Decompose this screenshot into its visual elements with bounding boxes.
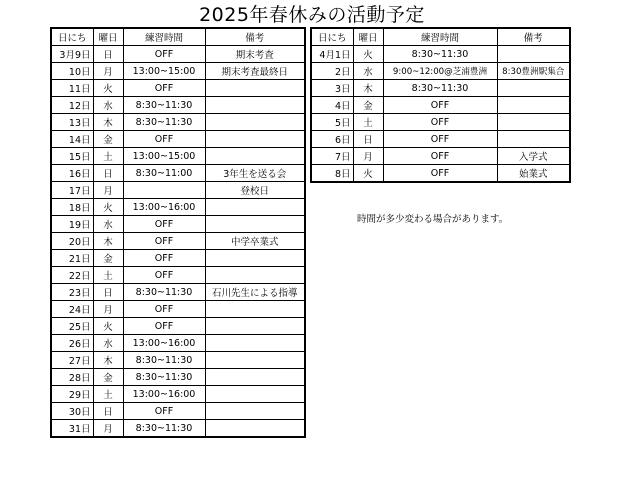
day-cell: 火 <box>93 318 123 335</box>
date-cell: 24日 <box>51 301 93 318</box>
note-cell <box>497 131 570 148</box>
day-cell: 日 <box>353 131 383 148</box>
practice-time-cell: OFF <box>123 318 205 335</box>
day-cell: 日 <box>93 165 123 182</box>
note-cell <box>497 46 570 63</box>
practice-time-cell: OFF <box>123 216 205 233</box>
table-row <box>51 420 305 438</box>
day-cell: 火 <box>353 165 383 183</box>
footnote: 時間が多少変わる場合があります。 <box>357 214 509 225</box>
day-cell: 月 <box>93 301 123 318</box>
note-cell <box>205 250 305 267</box>
april-rows <box>311 46 570 183</box>
table-row <box>51 131 305 148</box>
day-cell: 水 <box>93 216 123 233</box>
note-cell: 3年生を送る会 <box>205 165 305 182</box>
note-cell <box>205 267 305 284</box>
table-header-row <box>51 28 305 46</box>
practice-time-cell: OFF <box>123 46 205 63</box>
practice-time-cell: 9:00~12:00@芝浦豊洲 <box>383 63 497 80</box>
table-row <box>51 318 305 335</box>
practice-time-cell: OFF <box>123 233 205 250</box>
note-cell <box>205 386 305 403</box>
table-row <box>51 165 305 182</box>
header-note: 備考 <box>497 28 570 46</box>
note-cell <box>205 369 305 386</box>
table-row <box>51 250 305 267</box>
practice-time-cell: 13:00~15:00 <box>123 148 205 165</box>
header-date: 日にち <box>51 28 93 46</box>
note-cell: 入学式 <box>497 148 570 165</box>
date-cell: 18日 <box>51 199 93 216</box>
march-rows <box>51 46 305 438</box>
practice-time-cell: 13:00~16:00 <box>123 199 205 216</box>
header-practice-time: 練習時間 <box>383 28 497 46</box>
day-cell: 土 <box>353 114 383 131</box>
table-row <box>51 216 305 233</box>
practice-time-cell: 8:30~11:30 <box>123 352 205 369</box>
practice-time-cell <box>123 182 205 199</box>
table-row <box>311 148 570 165</box>
note-cell <box>205 114 305 131</box>
practice-time-cell: 8:30~11:30 <box>383 46 497 63</box>
note-cell <box>205 318 305 335</box>
table-row <box>51 386 305 403</box>
date-cell: 20日 <box>51 233 93 250</box>
day-cell: 土 <box>93 148 123 165</box>
date-cell: 19日 <box>51 216 93 233</box>
day-cell: 月 <box>353 148 383 165</box>
practice-time-cell: OFF <box>123 131 205 148</box>
table-row <box>51 301 305 318</box>
date-cell: 22日 <box>51 267 93 284</box>
table-row <box>51 284 305 301</box>
table-row <box>51 80 305 97</box>
date-cell: 13日 <box>51 114 93 131</box>
day-cell: 月 <box>93 420 123 438</box>
header-note: 備考 <box>205 28 305 46</box>
day-cell: 木 <box>353 80 383 97</box>
date-cell: 7日 <box>311 148 353 165</box>
date-cell: 26日 <box>51 335 93 352</box>
practice-time-cell: 8:30~11:30 <box>123 369 205 386</box>
note-cell <box>205 335 305 352</box>
note-cell: 期末考査 <box>205 46 305 63</box>
day-cell: 水 <box>93 335 123 352</box>
note-cell: 石川先生による指導 <box>205 284 305 301</box>
table-row <box>51 114 305 131</box>
date-cell: 3日 <box>311 80 353 97</box>
table-header-row <box>311 28 570 46</box>
day-cell: 日 <box>93 403 123 420</box>
practice-time-cell: OFF <box>123 250 205 267</box>
table-row <box>51 97 305 114</box>
note-cell <box>205 216 305 233</box>
day-cell: 金 <box>353 97 383 114</box>
day-cell: 金 <box>93 250 123 267</box>
day-cell: 土 <box>93 386 123 403</box>
date-cell: 16日 <box>51 165 93 182</box>
practice-time-cell: OFF <box>123 301 205 318</box>
table-row <box>51 199 305 216</box>
practice-time-cell: OFF <box>383 165 497 183</box>
practice-time-cell: 8:30~11:00 <box>123 165 205 182</box>
table-row <box>51 182 305 199</box>
date-cell: 31日 <box>51 420 93 438</box>
date-cell: 2日 <box>311 63 353 80</box>
practice-time-cell: 13:00~16:00 <box>123 386 205 403</box>
note-cell <box>205 301 305 318</box>
note-cell <box>205 80 305 97</box>
table-row <box>51 233 305 250</box>
table-row <box>311 165 570 183</box>
table-row <box>311 131 570 148</box>
day-cell: 金 <box>93 369 123 386</box>
note-cell <box>205 403 305 420</box>
header-day: 曜日 <box>93 28 123 46</box>
note-cell: 中学卒業式 <box>205 233 305 250</box>
date-cell: 11日 <box>51 80 93 97</box>
day-cell: 月 <box>93 63 123 80</box>
note-cell: 8:30豊洲駅集合 <box>497 63 570 80</box>
page-title: 2025年春休みの活動予定 <box>199 4 425 26</box>
header-practice-time: 練習時間 <box>123 28 205 46</box>
date-cell: 5日 <box>311 114 353 131</box>
note-cell <box>205 97 305 114</box>
table-row <box>51 352 305 369</box>
practice-time-cell: OFF <box>383 97 497 114</box>
day-cell: 木 <box>93 114 123 131</box>
date-cell: 28日 <box>51 369 93 386</box>
date-cell: 23日 <box>51 284 93 301</box>
date-cell: 14日 <box>51 131 93 148</box>
date-cell: 3月9日 <box>51 46 93 63</box>
note-cell <box>205 148 305 165</box>
table-row <box>51 335 305 352</box>
practice-time-cell: OFF <box>383 131 497 148</box>
table-row <box>51 63 305 80</box>
note-cell <box>205 420 305 438</box>
note-cell <box>205 199 305 216</box>
table-row <box>311 80 570 97</box>
practice-time-cell: 8:30~11:30 <box>123 420 205 438</box>
note-cell <box>497 97 570 114</box>
note-cell <box>497 114 570 131</box>
date-cell: 30日 <box>51 403 93 420</box>
date-cell: 4月1日 <box>311 46 353 63</box>
note-cell <box>205 352 305 369</box>
day-cell: 日 <box>93 46 123 63</box>
practice-time-cell: 13:00~16:00 <box>123 335 205 352</box>
date-cell: 29日 <box>51 386 93 403</box>
date-cell: 21日 <box>51 250 93 267</box>
practice-time-cell: 8:30~11:30 <box>123 284 205 301</box>
note-cell <box>205 131 305 148</box>
practice-time-cell: OFF <box>383 114 497 131</box>
table-row <box>51 403 305 420</box>
day-cell: 水 <box>353 63 383 80</box>
date-cell: 4日 <box>311 97 353 114</box>
table-row <box>51 369 305 386</box>
practice-time-cell: OFF <box>123 403 205 420</box>
practice-time-cell: OFF <box>383 148 497 165</box>
day-cell: 火 <box>93 199 123 216</box>
day-cell: 火 <box>353 46 383 63</box>
table-row <box>311 46 570 63</box>
practice-time-cell: OFF <box>123 80 205 97</box>
day-cell: 木 <box>93 233 123 250</box>
note-cell: 登校日 <box>205 182 305 199</box>
practice-time-cell: 8:30~11:30 <box>123 114 205 131</box>
practice-time-cell: 8:30~11:30 <box>383 80 497 97</box>
date-cell: 10日 <box>51 63 93 80</box>
table-row <box>311 97 570 114</box>
table-row <box>311 63 570 80</box>
date-cell: 27日 <box>51 352 93 369</box>
date-cell: 17日 <box>51 182 93 199</box>
header-date: 日にち <box>311 28 353 46</box>
march-schedule-table <box>50 27 306 438</box>
day-cell: 火 <box>93 80 123 97</box>
date-cell: 25日 <box>51 318 93 335</box>
table-row <box>51 46 305 63</box>
practice-time-cell: 8:30~11:30 <box>123 97 205 114</box>
date-cell: 8日 <box>311 165 353 183</box>
day-cell: 金 <box>93 131 123 148</box>
day-cell: 水 <box>93 97 123 114</box>
date-cell: 15日 <box>51 148 93 165</box>
april-schedule-table <box>310 27 571 183</box>
table-row <box>311 114 570 131</box>
practice-time-cell: 13:00~15:00 <box>123 63 205 80</box>
practice-time-cell: OFF <box>123 267 205 284</box>
note-cell: 始業式 <box>497 165 570 183</box>
date-cell: 6日 <box>311 131 353 148</box>
note-cell <box>497 80 570 97</box>
table-row <box>51 267 305 284</box>
header-day: 曜日 <box>353 28 383 46</box>
note-cell: 期末考査最終日 <box>205 63 305 80</box>
table-row <box>51 148 305 165</box>
day-cell: 月 <box>93 182 123 199</box>
day-cell: 日 <box>93 284 123 301</box>
day-cell: 土 <box>93 267 123 284</box>
day-cell: 木 <box>93 352 123 369</box>
date-cell: 12日 <box>51 97 93 114</box>
